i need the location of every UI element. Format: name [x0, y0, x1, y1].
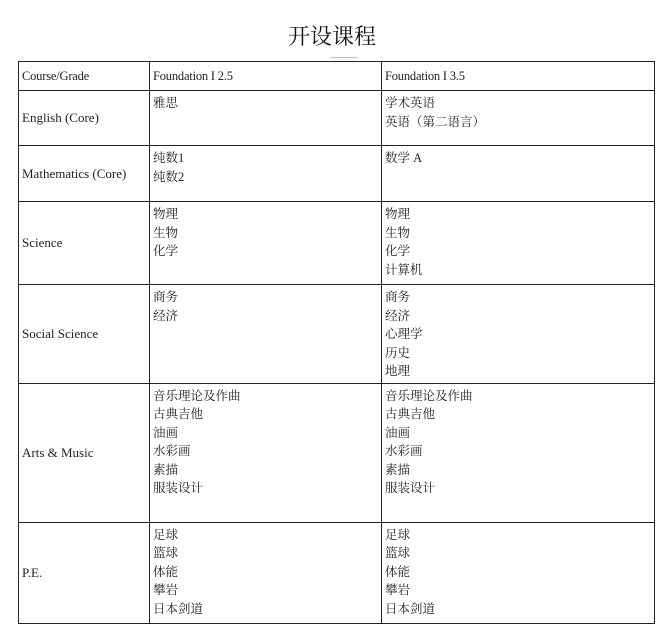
course-item: 水彩画 — [385, 444, 423, 458]
course-cell — [150, 522, 382, 623]
course-item: 古典吉他 — [385, 407, 436, 421]
subject-cell: Arts & Music — [19, 383, 150, 522]
course-item: 生物 — [153, 225, 179, 240]
course-item: 攀岩 — [385, 583, 411, 597]
table-row — [19, 202, 655, 285]
course-item: 经济 — [153, 308, 179, 323]
table-header-row — [19, 62, 655, 91]
course-item: 体能 — [385, 564, 411, 579]
course-cell — [150, 383, 382, 522]
table-row — [19, 146, 655, 202]
course-item: 纯数1 — [153, 151, 185, 165]
table-row — [19, 383, 655, 522]
course-item: 篮球 — [153, 546, 179, 560]
course-item: 素描 — [385, 462, 411, 477]
course-item: 服装设计 — [153, 481, 204, 495]
course-item: 计算机 — [385, 262, 423, 277]
course-item: 化学 — [153, 244, 179, 258]
subject-cell: P.E. — [19, 522, 150, 623]
course-item: 纯数2 — [153, 169, 185, 184]
course-item: 物理 — [385, 207, 411, 221]
course-cell — [382, 522, 655, 623]
course-item: 化学 — [385, 244, 411, 258]
table-row — [19, 522, 655, 623]
course-table — [18, 61, 655, 624]
course-item: 物理 — [153, 207, 179, 221]
course-item: 攀岩 — [153, 583, 179, 597]
course-item: 足球 — [153, 527, 179, 542]
course-item: 历史 — [385, 345, 411, 360]
course-item: 学术英语 — [385, 96, 436, 110]
course-item: 地理 — [385, 364, 411, 378]
course-item: 水彩画 — [153, 444, 191, 458]
table-row — [19, 285, 655, 384]
course-cell — [382, 91, 655, 146]
course-item: 生物 — [385, 225, 411, 240]
subject-cell: English (Core) — [19, 91, 150, 146]
course-item: 经济 — [385, 308, 411, 323]
course-item: 油画 — [153, 425, 179, 440]
course-item: 古典吉他 — [153, 407, 204, 421]
table-row — [19, 91, 655, 146]
course-item: 服装设计 — [385, 481, 436, 495]
scan-mark — [330, 57, 358, 58]
course-item: 足球 — [385, 527, 411, 542]
course-item: 英语（第二语言） — [385, 114, 486, 129]
subject-cell: Social Science — [19, 285, 150, 384]
course-cell — [382, 285, 655, 384]
header-foundation-2-5: Foundation I 2.5 — [150, 62, 382, 91]
course-cell — [150, 285, 382, 384]
course-cell — [382, 202, 655, 285]
course-item: 体能 — [153, 564, 179, 579]
course-item: 音乐理论及作曲 — [153, 388, 241, 403]
header-foundation-3-5: Foundation I 3.5 — [382, 62, 655, 91]
course-item: 商务 — [153, 290, 179, 304]
course-cell — [382, 383, 655, 522]
header-course-grade: Course/Grade — [19, 62, 150, 91]
course-item: 素描 — [153, 462, 179, 477]
page-title: 开设课程 — [287, 25, 376, 50]
subject-cell: Mathematics (Core) — [19, 146, 150, 202]
course-item: 心理学 — [385, 327, 423, 341]
course-item: 雅思 — [153, 96, 179, 110]
course-item: 数学 A — [385, 151, 423, 165]
course-item: 篮球 — [385, 546, 411, 560]
course-cell — [382, 146, 655, 202]
course-cell — [150, 91, 382, 146]
course-cell — [150, 202, 382, 285]
subject-cell: Science — [19, 202, 150, 285]
course-item: 音乐理论及作曲 — [385, 388, 473, 403]
course-item: 日本剑道 — [385, 601, 436, 616]
course-item: 商务 — [385, 290, 411, 304]
course-cell — [150, 146, 382, 202]
course-item: 日本剑道 — [153, 601, 204, 616]
course-item: 油画 — [385, 425, 411, 440]
